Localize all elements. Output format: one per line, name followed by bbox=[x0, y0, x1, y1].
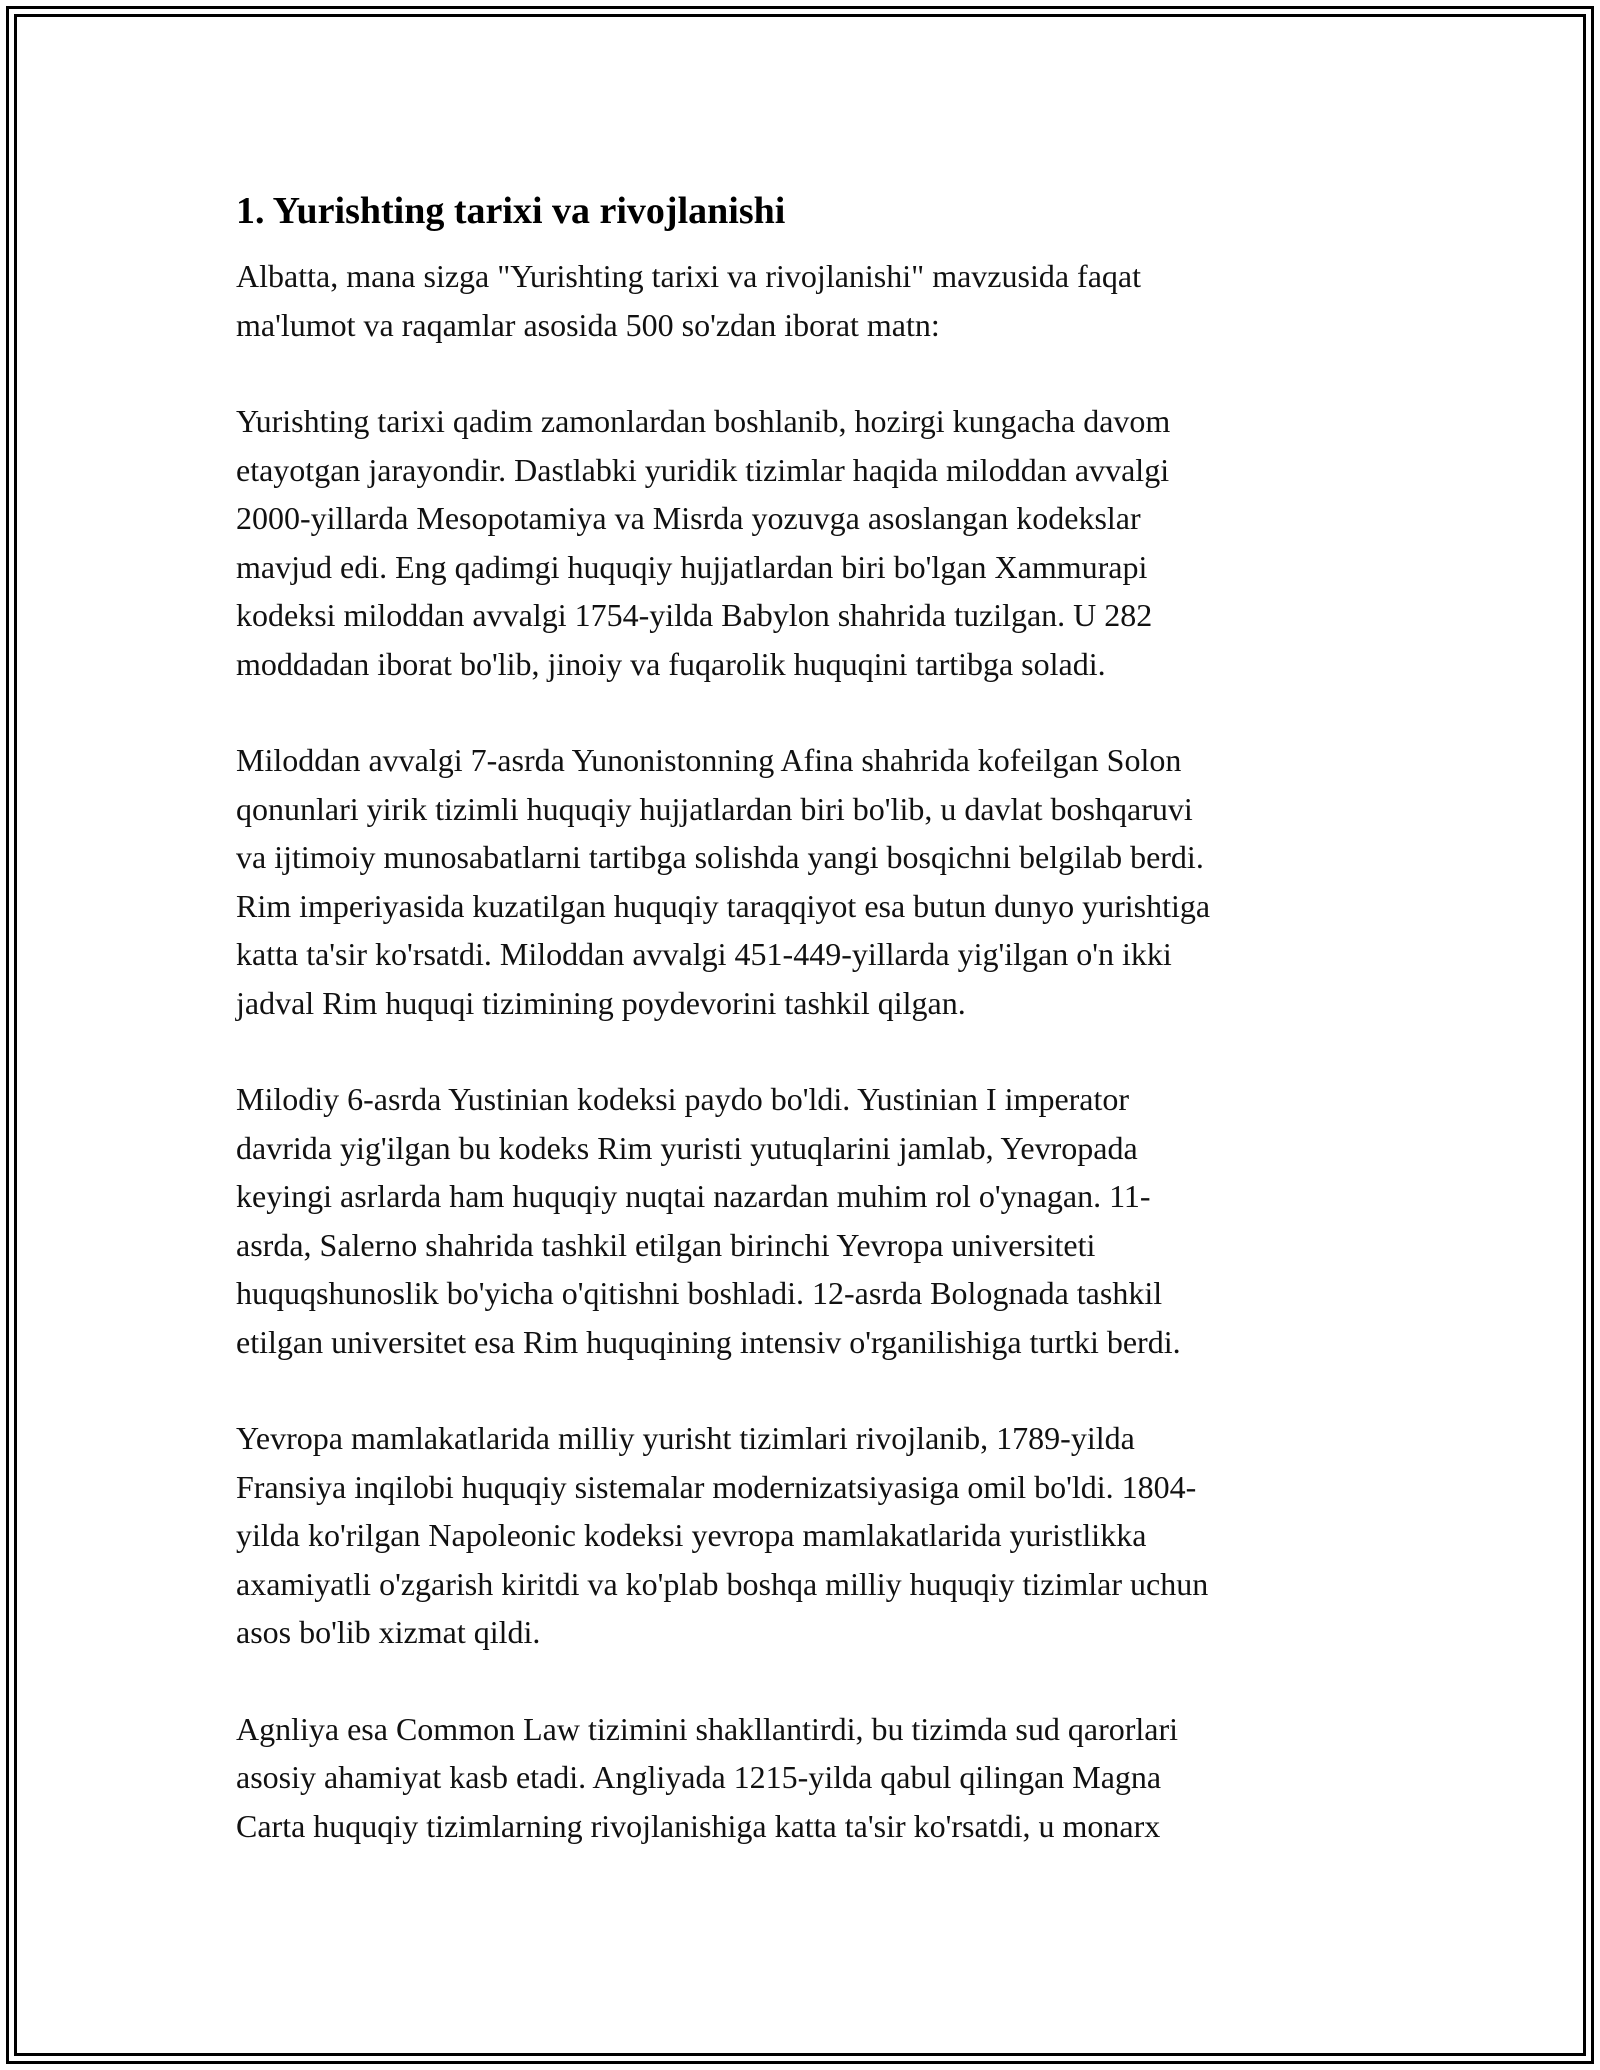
section-heading: 1. Yurishting tarixi va rivojlanishi bbox=[236, 190, 786, 232]
paragraph-greece-rome: Miloddan avvalgi 7-asrda Yunonistonning Afina shahrida kofeilgan Solon qonunlari yirik tizimli huquqiy hujjatlardan biri bo'lib, u davlat boshqaruvi va ijtimoiy munosabatlarni tartibga solishda yangi bosqichni belgilab berdi. Rim imperiyasida kuzatilgan huquqiy taraqqiyot esa butun dunyo yurishtiga katta ta'sir ko'rsatdi. Miloddan avvalgi 451-449-yillarda yig'ilgan o'n ikki jadval Rim huquqi tizimining poydevorini tashkil qilgan. bbox=[236, 742, 1211, 1021]
document-body bbox=[236, 186, 1356, 1850]
paragraph-intro: Albatta, mana sizga "Yurishting tarixi va rivojlanishi" mavzusida faqat ma'lumot va raqamlar asosida 500 so'zdan iborat matn: bbox=[236, 258, 1141, 343]
paragraph-justinian-universities: Milodiy 6-asrda Yustinian kodeksi paydo bo'ldi. Yustinian I imperator davrida yig'ilgan bu kodeks Rim yuristi yutuqlarini jamlab, Yevropada keyingi asrlarda ham huquqiy nuqtai nazardan muhim rol o'ynagan. 11- asrda, Salerno shahrida tashkil etilgan birinchi Yevropa universiteti huquqshunoslik bo'yicha o'qitishni boshladi. 12-asrda Bolognada tashkil etilgan universitet esa Rim huquqining intensiv o'rganilishiga turtki berdi. bbox=[236, 1081, 1181, 1360]
paragraph-ancient-codes: Yurishting tarixi qadim zamonlardan boshlanib, hozirgi kungacha davom etayotgan jarayondir. Dastlabki yuridik tizimlar haqida miloddan avvalgi 2000-yillarda Mesopotamiya va Misrda yozuvga asoslangan kodekslar mavjud edi. Eng qadimgi huquqiy hujjatlardan biri bo'lgan Xammurapi kodeksi miloddan avvalgi 1754-yilda Babylon shahrida tuzilgan. U 282 moddadan iborat bo'lib, jinoiy va fuqarolik huquqini tartibga soladi. bbox=[236, 403, 1171, 682]
paragraph-common-law: Agnliya esa Common Law tizimini shakllantirdi, bu tizimda sud qarorlari asosiy ahamiyat kasb etadi. Angliyada 1215-yilda qabul qilingan Magna Carta huquqiy tizimlarning rivojlanishiga katta ta'sir ko'rsatdi, u monarx bbox=[236, 1710, 1179, 1844]
paragraph-european-national-systems: Yevropa mamlakatlarida milliy yurisht tizimlari rivojlanib, 1789-yilda Fransiya inqilobi huquqiy sistemalar modernizatsiyasiga omil bo'ldi. 1804- yilda ko'rilgan Napoleonic kodeksi yevropa mamlakatlarida yuristlikka axamiyatli o'zgarish kiritdi va ko'plab boshqa milliy huquqiy tizimlar uchun asos bo'lib xizmat qildi. bbox=[236, 1420, 1209, 1650]
